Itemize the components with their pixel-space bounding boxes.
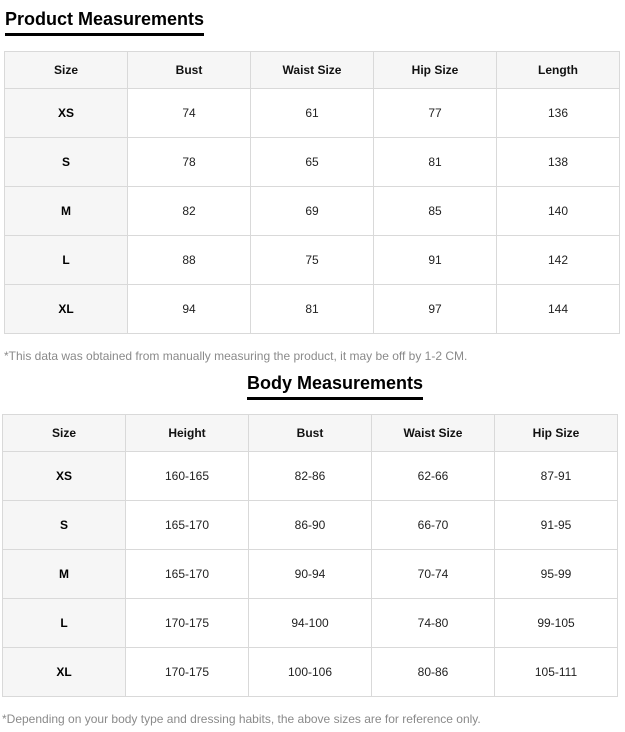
- length-cell: 142: [497, 236, 620, 285]
- bust-cell: 100-106: [249, 648, 372, 697]
- length-cell: 140: [497, 187, 620, 236]
- height-cell: 170-175: [126, 648, 249, 697]
- column-header-bust: Bust: [249, 415, 372, 452]
- hip-cell: 77: [374, 89, 497, 138]
- bust-cell: 94: [128, 285, 251, 334]
- column-header-size: Size: [3, 415, 126, 452]
- waist-cell: 81: [251, 285, 374, 334]
- waist-cell: 70-74: [372, 550, 495, 599]
- table-row: [3, 550, 618, 599]
- body-measurements-table: [2, 414, 618, 697]
- product-measurements-note: *This data was obtained from manually measuring the product, it may be off by 1-2 CM.: [4, 349, 468, 363]
- size-cell: XL: [5, 285, 128, 334]
- waist-cell: 65: [251, 138, 374, 187]
- size-cell: S: [3, 501, 126, 550]
- hip-cell: 85: [374, 187, 497, 236]
- column-header-height: Height: [126, 415, 249, 452]
- size-cell: XS: [3, 452, 126, 501]
- hip-cell: 97: [374, 285, 497, 334]
- height-cell: 160-165: [126, 452, 249, 501]
- hip-cell: 87-91: [495, 452, 618, 501]
- column-header-hip-size: Hip Size: [374, 52, 497, 89]
- table-row: [5, 138, 620, 187]
- product-measurements-title: Product Measurements: [5, 8, 204, 36]
- table-row: [5, 89, 620, 138]
- bust-cell: 78: [128, 138, 251, 187]
- table-row: [3, 648, 618, 697]
- column-header-waist-size: Waist Size: [251, 52, 374, 89]
- height-cell: 170-175: [126, 599, 249, 648]
- column-header-size: Size: [5, 52, 128, 89]
- table-row: [5, 187, 620, 236]
- size-cell: L: [5, 236, 128, 285]
- size-cell: S: [5, 138, 128, 187]
- bust-cell: 74: [128, 89, 251, 138]
- hip-cell: 81: [374, 138, 497, 187]
- bust-cell: 90-94: [249, 550, 372, 599]
- height-cell: 165-170: [126, 550, 249, 599]
- size-cell: XL: [3, 648, 126, 697]
- length-cell: 144: [497, 285, 620, 334]
- waist-cell: 66-70: [372, 501, 495, 550]
- bust-cell: 86-90: [249, 501, 372, 550]
- height-cell: 165-170: [126, 501, 249, 550]
- table-row: [3, 599, 618, 648]
- table-row: [5, 236, 620, 285]
- size-cell: L: [3, 599, 126, 648]
- hip-cell: 95-99: [495, 550, 618, 599]
- bust-cell: 82-86: [249, 452, 372, 501]
- table-header-row: [5, 52, 620, 89]
- waist-cell: 69: [251, 187, 374, 236]
- column-header-length: Length: [497, 52, 620, 89]
- size-cell: M: [5, 187, 128, 236]
- bust-cell: 94-100: [249, 599, 372, 648]
- waist-cell: 62-66: [372, 452, 495, 501]
- table-row: [3, 501, 618, 550]
- column-header-bust: Bust: [128, 52, 251, 89]
- waist-cell: 61: [251, 89, 374, 138]
- hip-cell: 91-95: [495, 501, 618, 550]
- waist-cell: 75: [251, 236, 374, 285]
- bust-cell: 82: [128, 187, 251, 236]
- table-header-row: [3, 415, 618, 452]
- hip-cell: 105-111: [495, 648, 618, 697]
- column-header-waist-size: Waist Size: [372, 415, 495, 452]
- table-row: [5, 285, 620, 334]
- column-header-hip-size: Hip Size: [495, 415, 618, 452]
- waist-cell: 80-86: [372, 648, 495, 697]
- bust-cell: 88: [128, 236, 251, 285]
- hip-cell: 99-105: [495, 599, 618, 648]
- body-measurements-title: Body Measurements: [247, 372, 423, 400]
- hip-cell: 91: [374, 236, 497, 285]
- length-cell: 138: [497, 138, 620, 187]
- waist-cell: 74-80: [372, 599, 495, 648]
- product-measurements-table: [4, 51, 620, 334]
- size-cell: M: [3, 550, 126, 599]
- table-row: [3, 452, 618, 501]
- body-measurements-note: *Depending on your body type and dressing habits, the above sizes are for reference only.: [2, 712, 481, 726]
- length-cell: 136: [497, 89, 620, 138]
- size-cell: XS: [5, 89, 128, 138]
